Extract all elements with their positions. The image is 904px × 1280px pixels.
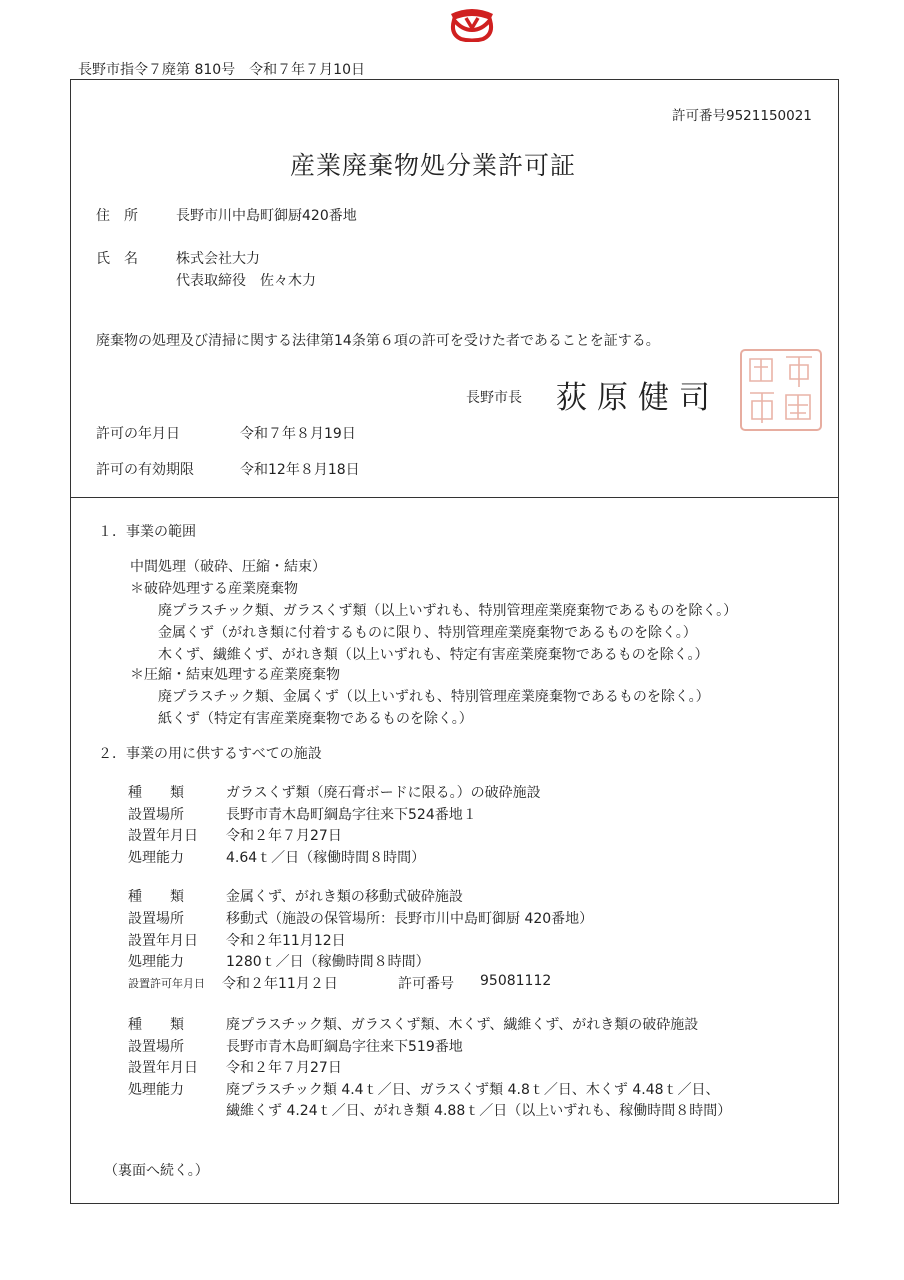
crush-item: 廃プラスチック類、ガラスくず類（以上いずれも、特別管理産業廃棄物であるものを除く。） [158,603,738,619]
location-label: 設置場所 [128,911,184,927]
official-seal-icon [738,347,824,433]
name-label: 氏 名 [96,251,138,267]
permit-expiry: 令和12年８月18日 [240,462,360,478]
facility2-installed: 令和２年11月12日 [226,933,346,949]
section2-heading: ２．事業の用に供するすべての施設 [98,746,322,762]
section-divider [70,497,839,498]
page-title: 産業廃棄物処分業許可証 [290,151,577,180]
address-value: 長野市川中島町御厨420番地 [176,208,357,224]
kind-label: 種 類 [128,1017,184,1033]
city-crest-icon [447,6,497,42]
address-label: 住 所 [96,208,138,224]
document-reference: 長野市指令７廃第 810号 令和７年７月10日 [78,62,365,78]
continued-note: （裏面へ続く。） [104,1163,209,1179]
facility2-kind: 金属くず、がれき類の移動式破砕施設 [226,889,463,905]
facility2-permit-number: 95081112 [480,973,552,989]
capacity-label: 処理能力 [128,1082,184,1098]
facility2-location: 移動式（施設の保管場所：長野市川中島町御厨 420番地） [226,911,594,927]
facility1-location: 長野市青木島町綱島字往来下524番地１ [226,807,477,823]
certification-text: 廃棄物の処理及び清掃に関する法律第14条第６項の許可を受けた者であることを証する。 [96,333,660,349]
facility1-installed: 令和２年７月27日 [226,828,342,844]
facility3-kind: 廃プラスチック類、ガラスくず類、木くず、繊維くず、がれき類の破砕施設 [226,1017,699,1033]
permit-date-label: 許可の年月日 [96,426,180,442]
crush-heading: ＊破砕処理する産業廃棄物 [130,581,298,597]
facility3-capacity-line1: 廃プラスチック類 4.4ｔ／日、ガラスくず類 4.8ｔ／日、木くず 4.48ｔ／日、 [226,1082,720,1098]
installed-label: 設置年月日 [128,933,198,949]
compress-item: 紙くず（特定有害産業廃棄物であるものを除く。） [158,711,473,727]
facility1-capacity: 4.64ｔ／日（稼働時間８時間） [226,850,426,866]
permit-number-label: 許可番号 [398,976,454,992]
installed-label: 設置年月日 [128,1060,198,1076]
installed-label: 設置年月日 [128,828,198,844]
facility2-permit-date: 令和２年11月２日 [222,976,338,992]
facility3-capacity-line2: 繊維くず 4.24ｔ／日、がれき類 4.88ｔ／日（以上いずれも、稼働時間８時間） [226,1103,732,1119]
permit-number: 許可番号9521150021 [672,108,812,124]
issuer-name: 荻原健司 [556,380,720,416]
facility2-capacity: 1280ｔ／日（稼働時間８時間） [226,954,430,970]
compress-item: 廃プラスチック類、金属くず（以上いずれも、特別管理産業廃棄物であるものを除く。） [158,689,710,705]
kind-label: 種 類 [128,785,184,801]
permit-expiry-label: 許可の有効期限 [96,462,194,478]
capacity-label: 処理能力 [128,850,184,866]
crush-item: 金属くず（がれき類に付着するものに限り、特別管理産業廃棄物であるものを除く。） [158,625,697,641]
permit-date: 令和７年８月19日 [240,426,356,442]
issuer-title: 長野市長 [466,390,522,406]
crush-item: 木くず、繊維くず、がれき類（以上いずれも、特定有害産業廃棄物であるものを除く。） [158,647,709,663]
company-name: 株式会社大力 [176,251,260,267]
processing-category: 中間処理（破砕、圧縮・結束） [130,559,326,575]
section1-heading: １．事業の範囲 [98,524,196,540]
location-label: 設置場所 [128,807,184,823]
representative-name: 代表取締役 佐々木力 [176,273,316,289]
facility3-installed: 令和２年７月27日 [226,1060,342,1076]
compress-heading: ＊圧縮・結束処理する産業廃棄物 [130,667,340,683]
kind-label: 種 類 [128,889,184,905]
capacity-label: 処理能力 [128,954,184,970]
facility1-kind: ガラスくず類（廃石膏ボードに限る。）の破砕施設 [226,785,541,801]
permit-date-label: 設置許可年月日 [128,977,205,990]
location-label: 設置場所 [128,1039,184,1055]
facility3-location: 長野市青木島町綱島字往来下519番地 [226,1039,463,1055]
